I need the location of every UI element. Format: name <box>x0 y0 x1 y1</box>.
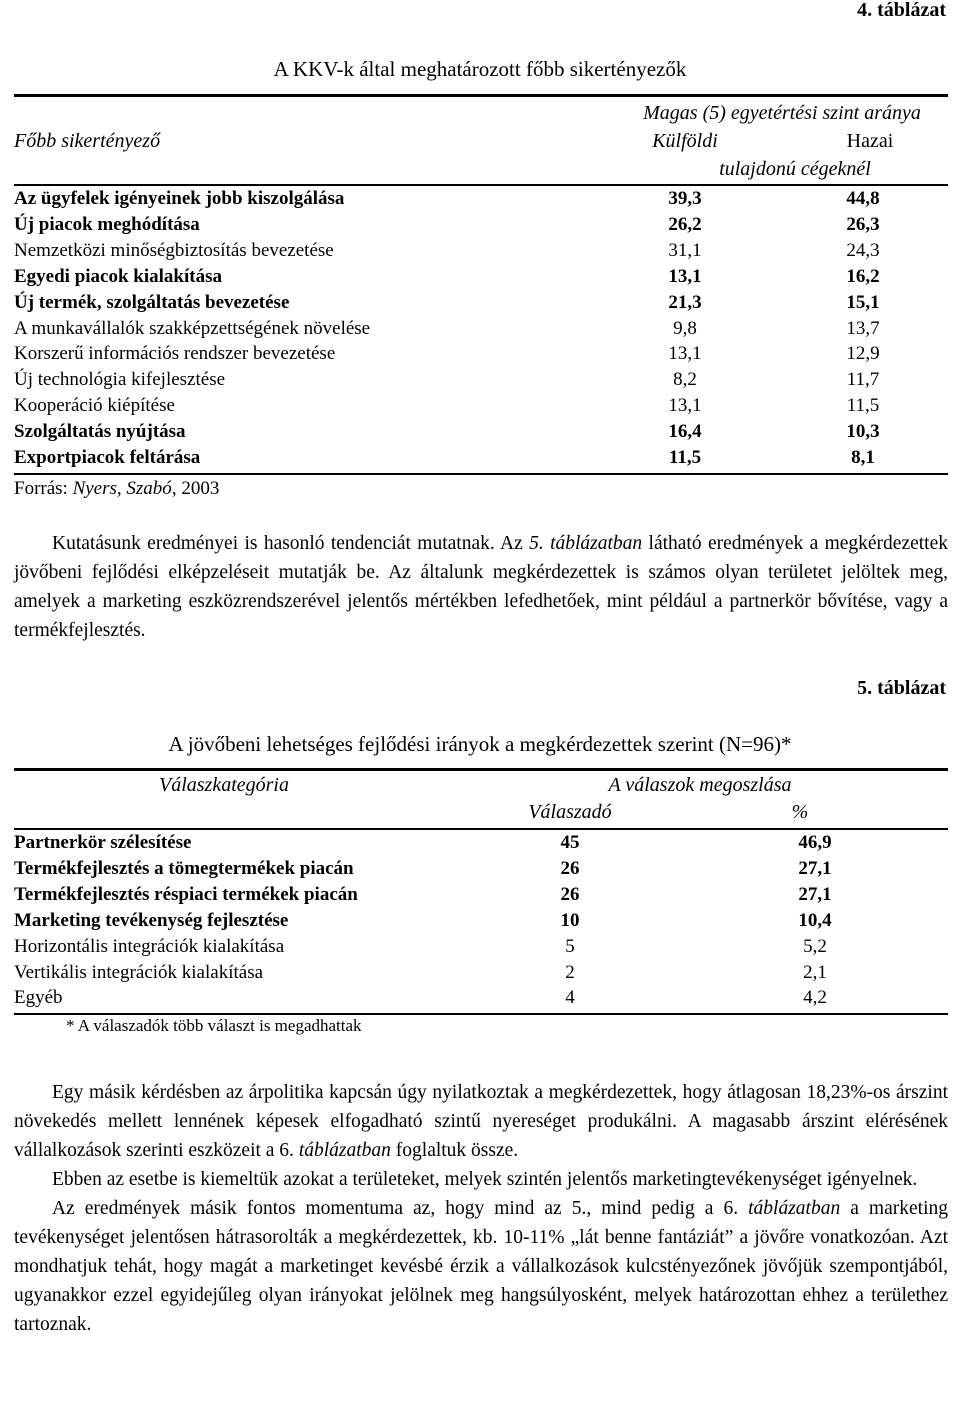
row-value-1: 9,8 <box>673 317 697 339</box>
table4-header-col2: Hazai <box>846 130 894 152</box>
table5-header-group: A válaszok megoszlása <box>608 774 792 796</box>
para2-text-1: Egy másik kérdésben az árpolitika kapcsán úgy nyilatkoztak a megkérdezettek, hogy átlagosan 18,23%-os árszint növekedés mellett lennének képesek elfogadható szintű nyereséget produkálni. A magasabb árszint elérésének vállalkozások szerinti eszközeit a 6. <box>14 1082 948 1161</box>
table5-header-col1: Válaszadó <box>528 801 612 823</box>
table5-top-rule <box>14 768 948 771</box>
row-label: Termékfejlesztés réspiaci termékek piacán <box>14 883 358 905</box>
row-label: Marketing tevékenység fejlesztése <box>14 909 289 931</box>
source-prefix: Forrás: <box>14 478 73 499</box>
para4-text-1: Az eredmények másik fontos momentuma az, hogy mind az 5., mind pedig a 6. <box>52 1198 749 1219</box>
row-value-1: 16,4 <box>668 421 702 443</box>
row-label: Szolgáltatás nyújtása <box>14 421 186 443</box>
row-label: Exportpiacok feltárása <box>14 447 201 468</box>
row-value-1: 26 <box>560 857 580 879</box>
row-label: Kooperáció kiépítése <box>14 395 175 417</box>
para1-text-1: Kutatásunk eredményei is hasonló tendenciát mutatnak. Az <box>52 533 530 554</box>
row-value-1: 13,1 <box>668 265 702 287</box>
table4-top-rule <box>14 94 948 97</box>
row-value-1: 45 <box>560 832 580 853</box>
para4-text-2: a marketing tevékenységet jelentősen hátrasorolták a megkérdezettek, kb. 10-11% „lát benne fantáziát” a jövőre vonatkozóan. Azt mondhatjuk tehát, hogy magát a marketinget kevésbé érzik a vállalkozások kulcstényezőnek jövőjük szempontjából, ugyanakkor ezzel egyidejűleg olyan irányokat jelölnek meg hangsúlyosként, melyek határozottan ehhez a területhez tartoznak. <box>14 1198 948 1335</box>
row-value-2: 11,7 <box>846 369 880 391</box>
para4-table-ref: táblázatban <box>748 1198 841 1219</box>
row-label: Partnerkör szélesítése <box>14 832 192 853</box>
row-label: Egyedi piacok kialakítása <box>14 265 222 287</box>
row-value-1: 21,3 <box>668 291 702 313</box>
row-value-2: 4,2 <box>803 987 827 1009</box>
para1-table-ref: 5. táblázatban <box>529 533 643 554</box>
table4-header-sub: tulajdonú cégeknél <box>719 158 871 180</box>
source-authors: Nyers, Szabó <box>72 478 172 499</box>
row-label: Termékfejlesztés a tömegtermékek piacán <box>14 857 354 879</box>
row-value-2: 27,1 <box>798 883 832 905</box>
row-value-1: 10 <box>560 909 580 931</box>
row-label: Horizontális integrációk kialakítása <box>14 935 285 957</box>
row-label: A munkavállalók szakképzettségének növelése <box>14 317 371 339</box>
table5-header-col2: % <box>791 801 809 823</box>
source-year: , 2003 <box>171 478 220 499</box>
row-value-2: 8,1 <box>851 447 875 468</box>
row-value-1: 8,2 <box>673 369 697 391</box>
para2-text-2: foglaltuk össze. <box>390 1140 519 1161</box>
row-value-2: 10,4 <box>798 909 832 931</box>
table4-source <box>14 476 219 502</box>
row-value-2: 16,2 <box>846 265 880 287</box>
table4-header-group: Magas (5) egyetértési szint aránya <box>643 102 921 124</box>
row-label: Új termék, szolgáltatás bevezetése <box>14 291 290 313</box>
row-label: Vertikális integrációk kialakítása <box>14 961 264 983</box>
row-value-1: 26 <box>560 883 580 905</box>
para1-text-2: látható eredmények a megkérdezettek jövőbeni fejlődési elképzeléseit mutatják be. Az általunk megkérdezettek is számos olyan területet jelöltek meg, amelyek a marketing eszközrendszerével jelentős mértékben lefedhetőek, mint például a partnerkör bővítése, vagy a termékfejlesztés. <box>14 533 949 641</box>
row-value-2: 46,9 <box>798 832 832 853</box>
row-label: Új piacok meghódítása <box>14 213 200 235</box>
row-value-1: 13,1 <box>668 395 702 417</box>
row-label: Nemzetközi minőségbiztosítás bevezetése <box>14 239 334 261</box>
table4-header-left: Főbb sikertényező <box>14 130 161 152</box>
row-value-1: 13,1 <box>668 343 702 365</box>
row-value-1: 2 <box>565 961 575 983</box>
row-label: Korszerű információs rendszer bevezetése <box>14 343 336 365</box>
row-value-1: 39,3 <box>668 188 702 209</box>
row-value-2: 27,1 <box>798 857 832 879</box>
paragraph-2 <box>14 1078 948 1339</box>
row-value-1: 31,1 <box>668 239 702 261</box>
row-value-2: 24,3 <box>846 239 880 261</box>
row-value-1: 11,5 <box>668 447 702 468</box>
table4-title: A KKV-k által meghatározott főbb sikertényezők <box>273 57 687 81</box>
row-value-1: 5 <box>565 935 575 957</box>
para2-table-ref: táblázatban <box>298 1140 391 1161</box>
row-value-2: 26,3 <box>846 213 880 235</box>
row-value-2: 11,5 <box>846 395 880 417</box>
row-label: Egyéb <box>14 987 63 1009</box>
row-value-2: 13,7 <box>846 317 880 339</box>
table4-number: 4. táblázat <box>857 0 946 21</box>
row-value-2: 5,2 <box>803 935 827 957</box>
row-value-2: 15,1 <box>846 291 880 313</box>
para3-text: Ebben az esetbe is kiemeltük azokat a területeket, melyek szintén jelentős marketingtevékenységet igényelnek. <box>52 1169 918 1190</box>
row-value-2: 2,1 <box>803 961 827 983</box>
table4-bottom-rule <box>14 473 948 475</box>
table5-header-left: Válaszkategória <box>159 774 289 796</box>
row-label: Az ügyfelek igényeinek jobb kiszolgálása <box>14 188 345 209</box>
row-value-2: 10,3 <box>846 421 880 443</box>
table5-number: 5. táblázat <box>857 677 946 699</box>
paragraph-1 <box>14 529 948 645</box>
table5-title: A jövőbeni lehetséges fejlődési irányok a megkérdezettek szerint (N=96)* <box>168 732 792 756</box>
row-value-1: 4 <box>565 987 575 1009</box>
row-value-2: 44,8 <box>846 188 880 209</box>
table5-footnote: * A válaszadók több választ is megadhattak <box>66 1016 362 1035</box>
row-value-1: 26,2 <box>668 213 702 235</box>
row-label: Új technológia kifejlesztése <box>14 369 226 391</box>
row-value-2: 12,9 <box>846 343 880 365</box>
table4-header-col1: Külföldi <box>652 130 718 152</box>
